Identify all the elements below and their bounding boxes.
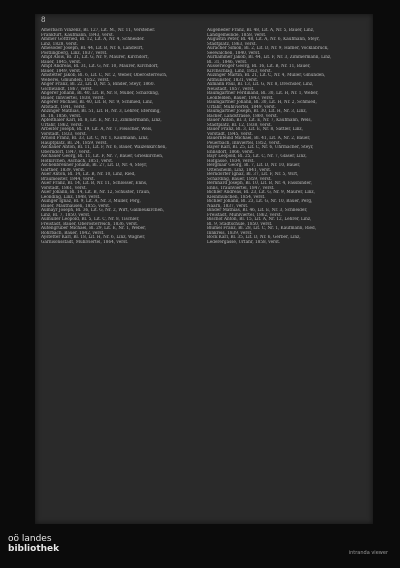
text-line: Bl. 31, 1846, verst. — [207, 59, 248, 64]
text-line: Bichler Andreas, Bl. 23, Lit. G, Nr. 9, Maurer, Linz, — [207, 190, 315, 194]
text-line: Bergmair Georg, Bl. 7, Lit. D, Nr. 10, Bauer, — [207, 163, 301, 167]
text-line: Hofkirchen, Aschach, 1851, verst. — [41, 158, 114, 163]
text-line: Enns, Traunviertel, 1847, verst. — [207, 185, 275, 190]
text-line: Pöstlingberg, Linz, 1837, verst. — [41, 50, 108, 55]
text-line: Aumüller Leopold, Bl. 5, Lit. C, Nr. 8, Tischler, — [41, 217, 140, 221]
text-line: Bichler Johann, Bl. 23, Lit. G, Nr. 10, Bauer, Perg, — [207, 199, 313, 203]
text-line: Aurhammer Jakob, Bl. 44, Lit. F, Nr. 3, Zimmermann, Linz, — [207, 55, 332, 59]
text-line: Vorstadt, 1861, verst. — [41, 185, 87, 190]
text-line: Aschauer Anton, Bl. 11, Lit. F, Nr. 6, Bauer, Waizenkirchen, — [41, 145, 167, 149]
text-line: Kirchschlag, Linz, 1853, verst. — [207, 68, 272, 73]
text-line: Leonding, Linz, 1848, verst. — [41, 194, 101, 199]
left-column — [41, 28, 197, 244]
text-line: Auinger Ignaz, Bl. 9, Lit. A, Nr. 3, Müller, Perg, — [41, 199, 141, 203]
text-line: Augustin Peter, Bl. 48, Lit. A, Nr. 6, Kaufmann, Steyr, — [207, 37, 320, 41]
text-line: Bauer, Mauthausen, 1855, verst. — [41, 203, 111, 208]
text-line: Urfahr, Mühlviertel, 1849, verst. — [207, 104, 277, 109]
text-line: Schärding, Bauer, 1859, verst. — [207, 176, 272, 181]
text-line: Oberndorf, 1847, verst. — [41, 149, 91, 154]
text-line: Aschenbrenner Johann, Bl. 27, Lit. D, Nr. 4, Steyr, — [41, 163, 148, 167]
text-line: Linz, Bl. 7, 1850, verst. — [41, 212, 91, 217]
text-line: Gschwandt, 1867, verst. — [41, 86, 93, 91]
text-line: Peuerbach, Innviertel, 1852, verst. — [207, 140, 281, 145]
text-line: Anzinger Mathias, Bl. 51, Lit. H, Nr. 3, Lehrer, Eferding, — [41, 109, 161, 113]
text-line: Freistadt, Bauer, Oberösterreich, 1836, verst. — [41, 221, 139, 226]
text-line: Axmann Paul, Bl. 13, Lit. G, Nr. 8, Drechsler, Linz, — [207, 82, 314, 86]
text-line: Bauer, Innviertel, 1838, verst. — [41, 95, 105, 100]
text-line: Altstadt, 1841, verst. — [41, 104, 86, 109]
text-line: Bernhard Joseph, Bl. 10, Lit. B, Nr. 4, Fassbinder, — [207, 181, 312, 185]
text-line: Arnold Franz, Bl. 33, Lit. C, Nr. 1, Kaufmann, Linz, — [41, 136, 149, 140]
right-column — [207, 28, 363, 244]
text-line: Garnisonsstadt, Mühlviertel, 1864, verst. — [41, 239, 129, 244]
text-line: Ammer Gottfried, Bl. 12, Lit. A, Nr. 4, Schneider. — [41, 37, 145, 41]
text-line: Ausserwöger Georg, Bl. 16, Lit. B, Nr. 11, Bauer, — [207, 64, 311, 68]
text-line: Bäcker, Landstrasse, 1860, verst. — [207, 113, 278, 118]
text-line: Bayr Leopold, Bl. 25, Lit. C, Nr. 7, Glaser, Linz, — [207, 154, 307, 158]
text-line: Bauer Franz, Bl. 3, Lit. E, Nr. 8, Sattler, Linz, — [207, 127, 303, 131]
text-line: Stadtplatz, Bl. 12, 1838, verst. — [207, 122, 272, 127]
text-line: Neustadt, 1857, verst. — [207, 86, 255, 91]
text-line: Baumgartner Johann, Bl. 30, Lit. H, Nr. 2, Schmied, — [207, 100, 317, 104]
text-line: Binder Mathias, Bl. 46, Lit. E, Nr. 3, Schneider, — [207, 208, 308, 212]
page-number: 8 — [41, 16, 46, 24]
text-line: Amstetter Jakob, Bl. 6, Lit. C, Nr. 2, Weber, Oberösterreich, — [41, 73, 168, 77]
text-line: Seewalchen, 1840, verst. — [207, 50, 261, 55]
text-line: Böck Karl, Bl. 35, Lit. D, Nr. 6, Gerber, Linz, — [207, 235, 301, 239]
text-line: Stadtplatz, 1863, verst. — [207, 41, 257, 46]
text-line: Linz, 1828, verst. — [41, 41, 79, 46]
text-line: Landgemeinde, 1858, verst. — [207, 32, 267, 37]
text-line: Altmünster, 1831, verst. — [207, 77, 259, 82]
text-line: Bauer, 1849, verst. — [41, 68, 82, 73]
text-line: Baumgartner Ferdinand, Bl. 30, Lit. H, Nr. 1, Weber, — [207, 91, 319, 95]
text-line: Vorstadt, 1833, verst. — [41, 131, 87, 136]
logo-line-1: oö landes — [8, 534, 52, 544]
text-line: Leonfelden, Bauer, 1843, verst. — [207, 95, 274, 100]
text-line: Ennsdorf, 1866, verst. — [207, 149, 255, 154]
text-line: Arbeiter Joseph, Bl. 19, Lit. A, Nr. 7, Fleischer, Wels, — [41, 127, 153, 131]
text-line: Auer Franz, Bl. 14, Lit. B, Nr. 11, Schlosser, Enns, — [41, 181, 148, 185]
text-line: Ampf Andreas, Bl. 31, Lit. G, Nr. 10, Maurer, Kirchdorf, — [41, 64, 159, 68]
document-page — [35, 14, 373, 524]
text-line: Bauer Anton, Bl. 3, Lit. E, Nr. 7, Kaufmann, Wels, — [207, 118, 312, 122]
text-line: Braumeister, 1844, verst. — [41, 176, 95, 181]
logo-line-2: bibliothek — [8, 544, 60, 554]
text-line: Baumgartner Joseph, Bl. 30, Lit. H, Nr. 3, Linz, — [207, 109, 307, 113]
text-line: Auzinger Martin, Bl. 21, Lit. C, Nr. 4, Müller, Gmunden, — [207, 73, 326, 77]
text-line: Kleinmünchen, 1854, verst. — [207, 194, 266, 199]
text-line: Frankfurt, Kaufmann, 1843, verst. — [41, 32, 114, 37]
text-line: Gärtner, 1839, verst. — [41, 167, 86, 172]
text-line: Urfahr, 1862, verst. — [41, 122, 83, 127]
text-line: Amerbach Vinzenz, Bl. 127, Lit. M., Nr. 11, Versteher. — [41, 28, 156, 32]
text-line: Ampf Alois, Bl. 31, Lit. G, Nr. 9, Maurer, Kirchdorf, — [41, 55, 149, 59]
text-line: Hauptplatz, Bl. 24, 1859, verst. — [41, 140, 108, 145]
text-line: Angerer Johann, Bl. 40, Lit. B, Nr. 8, Müller, Schärding, — [41, 91, 160, 95]
text-line: Aumayr Joseph, Bl. 36, Lit. G, Nr. 2, Wirt, Gallneukirchen, — [41, 208, 165, 212]
text-line: Vorstadt, 1845, verst. — [207, 131, 253, 136]
text-line: Augeneder Franz, Bl. 48, Lit. A, Nr. 5, Bauer, Linz, — [207, 28, 315, 32]
text-line: Aystetter Karl, Bl. 18, Lit. H, Nr. 6, Linz, Wagner, — [41, 235, 146, 239]
text-line: Angerer Michael, Bl. 40, Lit. B, Nr. 9, Schmied, Linz, — [41, 100, 154, 104]
text-line: Hofgasse, 1834, verst. — [207, 158, 255, 163]
text-line: Auracher Simon, Bl. 2, Lit. D, Nr. 9, Hafner, Vöcklabruck, — [207, 46, 329, 50]
text-line: Rohrbach, Bauer, 1842, verst. — [41, 230, 105, 235]
text-line: Bl. 9, Stadtschule, 1850, verst. — [207, 221, 273, 226]
text-line: Auer Anton, Bl. 14, Lit. B, Nr. 10, Linz, Ried, — [41, 172, 136, 176]
text-line: Naarn, 1837, verst. — [207, 203, 249, 208]
text-line: Bischof Anton, Bl. 15, Lit. A, Nr. 12, Lehrer, Linz, — [207, 217, 312, 221]
text-line: Aschauer Georg, Bl. 11, Lit. F, Nr. 7, Bauer, Grieskirchen, — [41, 154, 164, 158]
library-logo[interactable] — [8, 534, 59, 554]
text-line: Berndorfer Ignaz, Bl. 37, Lit. F, Nr. 5, Wirt, — [207, 172, 299, 176]
text-line: Auer Johann, Bl. 14, Lit. B, Nr. 12, Schuster, Traun, — [41, 190, 151, 194]
text-line: Bauernfeind Michael, Bl. 41, Lit. A, Nr. 2, Bauer, — [207, 136, 311, 140]
text-line: Lederergasse, Urfahr, 1858, verst. — [207, 239, 281, 244]
text-line: Anger Franz, Bl. 22, Lit. D, Nr. 5, Binder, Steyr, 1860. — [41, 82, 155, 86]
text-line: Innkreis, 1839, verst. — [207, 230, 253, 235]
text-line: Autengruber Michael, Bl. 29, Lit. E, Nr. 1, Weber, — [41, 226, 147, 230]
text-line: Amesöder Joseph, Bl. 44, Lit. B, Nr. 6, Landwirt, — [41, 46, 144, 50]
text-line: Bayer Karl, Bl. 25, Lit. C, Nr. 6, Uhrmacher, Steyr, — [207, 145, 314, 149]
text-line: Bauer, 1845, verst. — [41, 59, 82, 64]
text-line: Bl. 18, 1856, verst. — [41, 113, 82, 118]
viewer-label[interactable]: intranda viewer — [348, 550, 388, 556]
text-line: Blümel Franz, Bl. 28, Lit. C, Nr. 1, Kaufmann, Ried, — [207, 226, 317, 230]
text-line: Weberei, Gmunden, 1852, verst. — [41, 77, 110, 82]
text-line: Apfelthaler Karl, Bl. 8, Lit. E, Nr. 12, Zimmermann, Linz, — [41, 118, 162, 122]
text-line: Freistadt, Mühlviertel, 1862, verst. — [207, 212, 282, 217]
text-line: Ottensheim, Linz, 1841, verst. — [207, 167, 272, 172]
viewer-footer — [0, 528, 400, 568]
